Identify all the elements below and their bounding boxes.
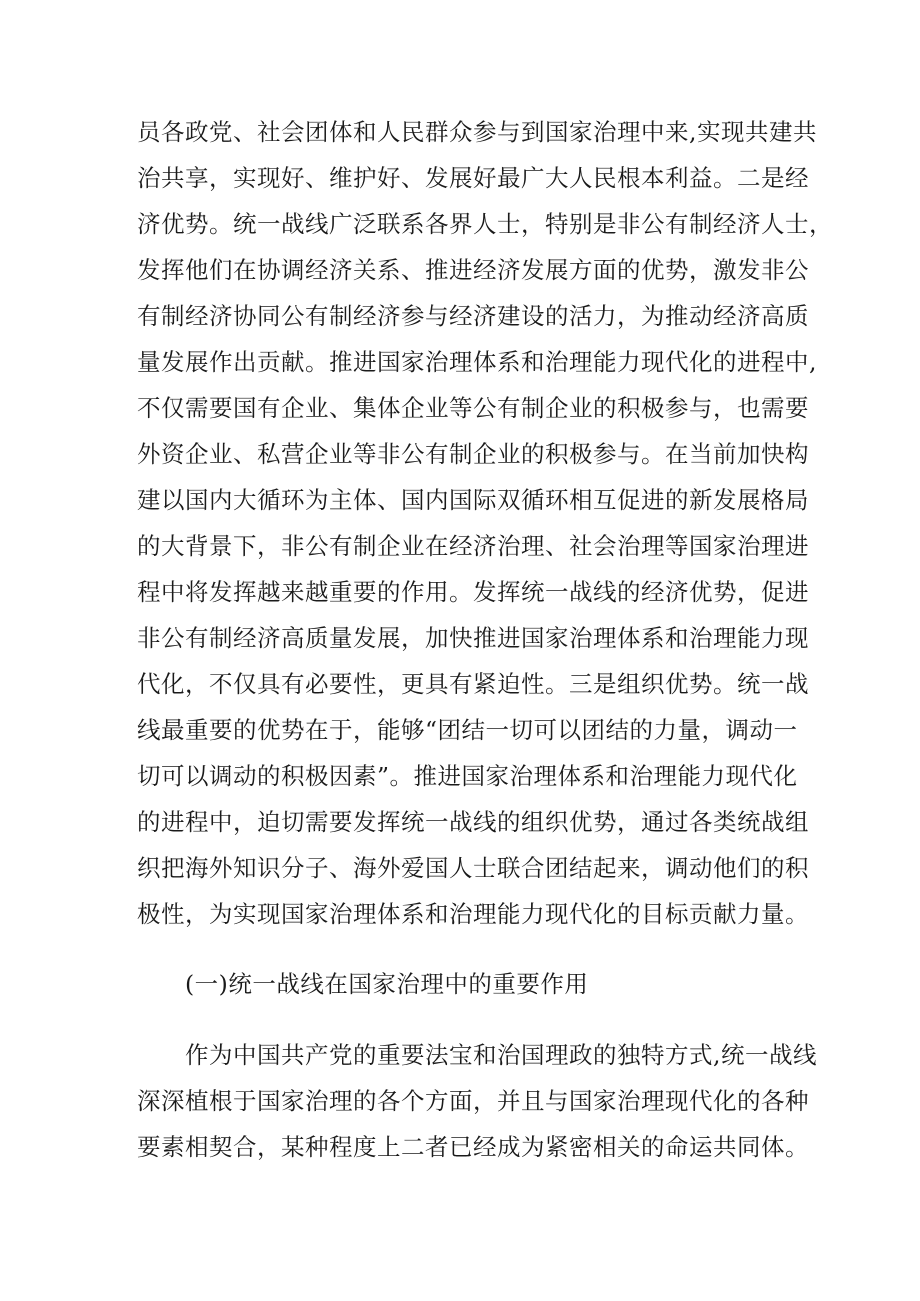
paragraph-line: 建以国内大循环为主体、国内国际双循环相互促进的新发展格局 bbox=[137, 486, 809, 514]
paragraph-line: 的大背景下，非公有制企业在经济治理、社会治理等国家治理进 bbox=[137, 532, 809, 560]
paragraph-line: 外资企业、私营企业等非公有制企业的积极参与。在当前加快构 bbox=[137, 440, 809, 468]
paragraph-line: 发挥他们在协调经济关系、推进经济发展方面的优势，激发非公 bbox=[137, 256, 809, 284]
paragraph-line: 程中将发挥越来越重要的作用。发挥统一战线的经济优势，促进 bbox=[137, 578, 809, 606]
paragraph-line: 织把海外知识分子、海外爱国人士联合团结起来，调动他们的积 bbox=[137, 854, 809, 882]
paragraph-line: 不仅需要国有企业、集体企业等公有制企业的积极参与，也需要 bbox=[137, 394, 809, 422]
paragraph-line: 深深植根于国家治理的各个方面，并且与国家治理现代化的各种 bbox=[137, 1087, 809, 1115]
paragraph-line: 切可以调动的积极因素”。推进国家治理体系和治理能力现代化 bbox=[137, 762, 798, 790]
paragraph-line: 有制经济协同公有制经济参与经济建设的活力，为推动经济高质 bbox=[137, 302, 809, 330]
paragraph-line: 济优势。统一战线广泛联系各界人士，特别是非公有制经济人士， bbox=[137, 210, 833, 238]
section-heading: (一)统一战线在国家治理中的重要作用 bbox=[185, 970, 589, 998]
paragraph-line: 要素相契合，某种程度上二者已经成为紧密相关的命运共同体。 bbox=[137, 1133, 809, 1161]
paragraph-line: 线最重要的优势在于，能够“团结一切可以团结的力量，调动一 bbox=[137, 716, 798, 744]
paragraph-line: 代化，不仅具有必要性，更具有紧迫性。三是组织优势。统一战 bbox=[137, 670, 809, 698]
paragraph-line: 员各政党、社会团体和人民群众参与到国家治理中来,实现共建共 bbox=[137, 118, 817, 146]
paragraph-line: 治共享，实现好、维护好、发展好最广大人民根本利益。二是经 bbox=[137, 164, 809, 192]
paragraph-line: 非公有制经济高质量发展，加快推进国家治理体系和治理能力现 bbox=[137, 624, 809, 652]
paragraph-line: 量发展作出贡献。推进国家治理体系和治理能力现代化的进程中, bbox=[137, 348, 817, 376]
paragraph-line: 作为中国共产党的重要法宝和治国理政的独特方式,统一战线 bbox=[185, 1041, 817, 1069]
paragraph-line: 的进程中，迫切需要发挥统一战线的组织优势，通过各类统战组 bbox=[137, 808, 809, 836]
paragraph-line: 极性，为实现国家治理体系和治理能力现代化的目标贡献力量。 bbox=[137, 900, 809, 928]
